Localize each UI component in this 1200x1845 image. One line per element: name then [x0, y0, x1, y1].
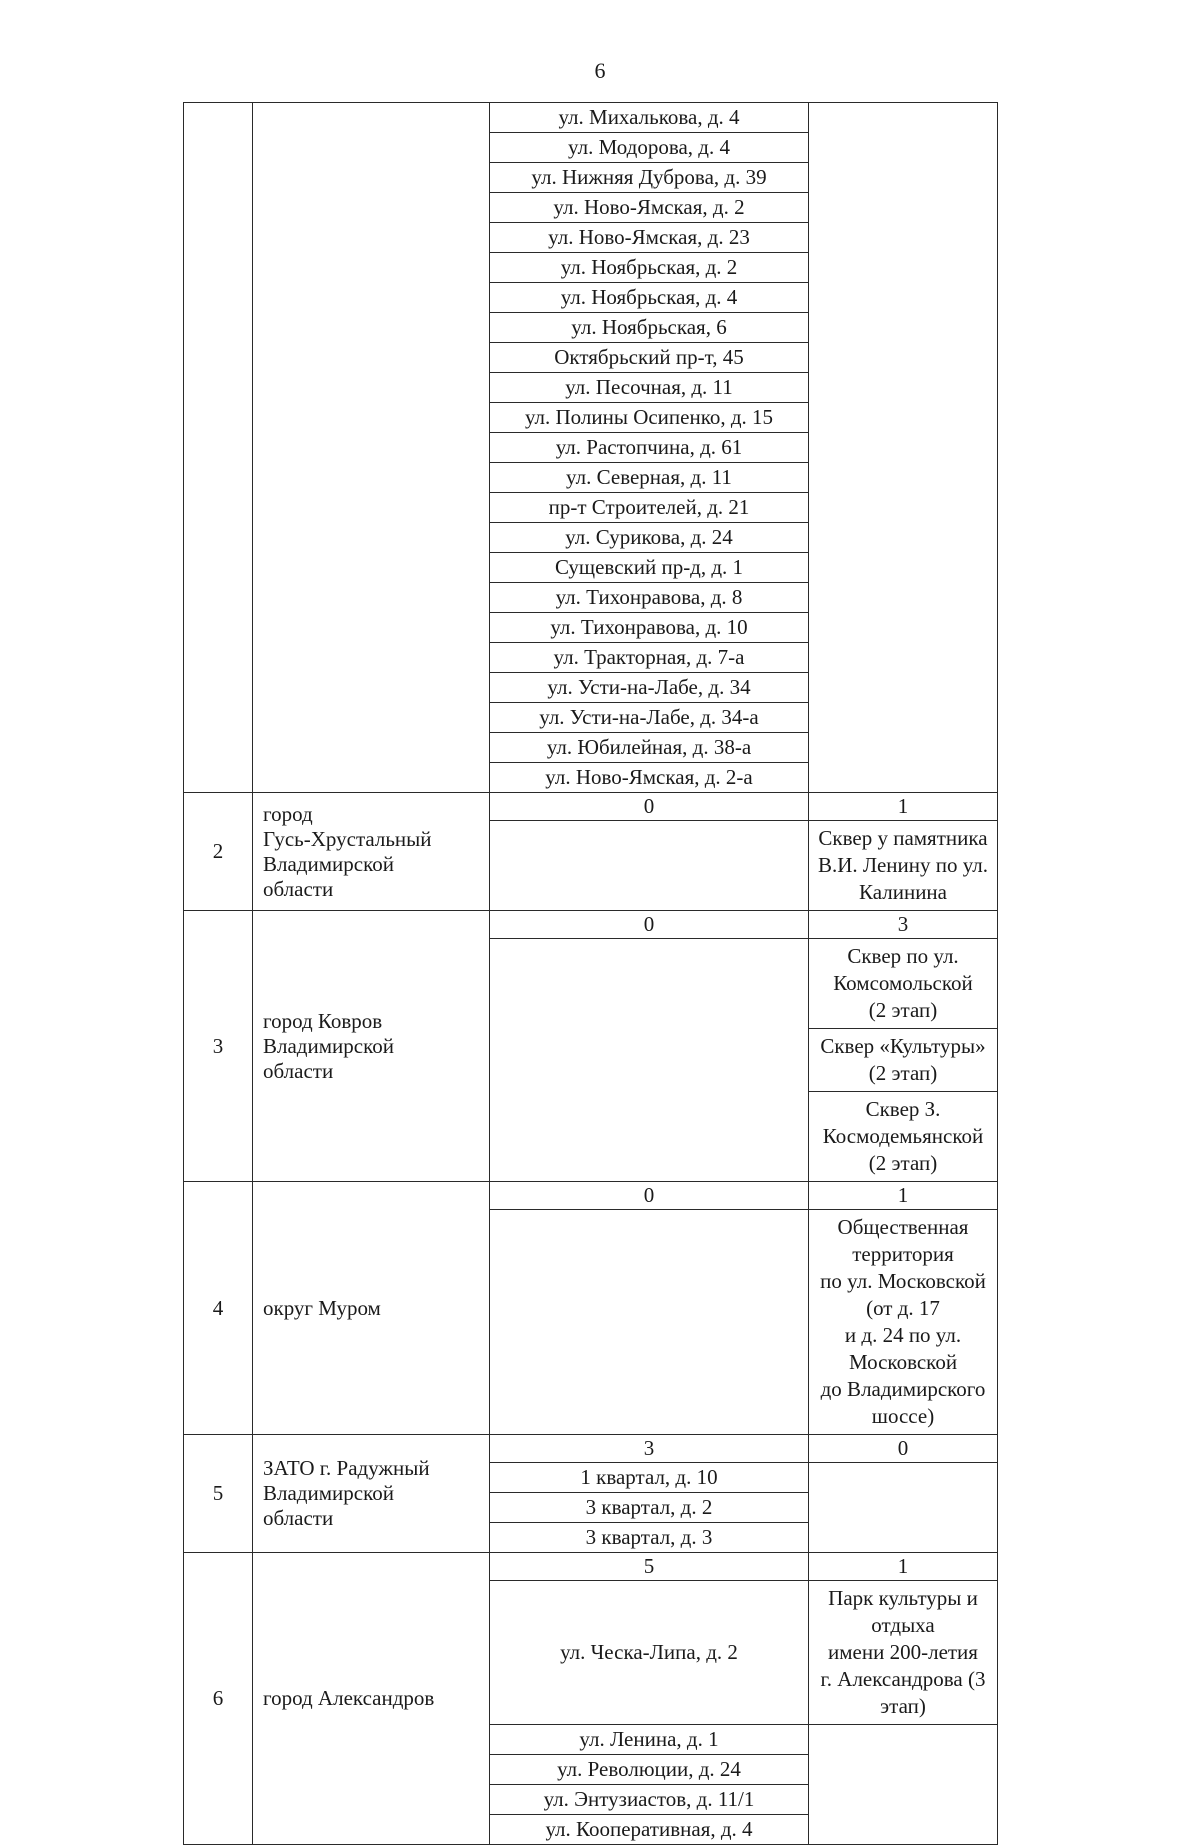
- table-row: [184, 1435, 998, 1463]
- yard-address: ул. Полины Осипенко, д. 15: [490, 403, 809, 433]
- yard-address: ул. Ново-Ямская, д. 2: [490, 193, 809, 223]
- public-territory-line: (2 этап): [868, 1151, 938, 1175]
- yard-address: ул. Ново-Ямская, д. 2-а: [490, 763, 809, 793]
- yard-address: 3 квартал, д. 2: [490, 1493, 809, 1523]
- yard-address: Сущевский пр-д, д. 1: [490, 553, 809, 583]
- municipality-name-line: области: [263, 876, 334, 901]
- municipality-name-line: город Ковров: [263, 1008, 383, 1033]
- row-number: 3: [184, 911, 253, 1182]
- yard-address: Октябрьский пр-т, 45: [490, 343, 809, 373]
- public-count: 0: [809, 1435, 998, 1463]
- municipality-name: [253, 1182, 490, 1435]
- public-territory-line: Парк культуры и отдыха: [828, 1586, 978, 1637]
- public-territory: [809, 1581, 998, 1725]
- yard-address: ул. Модорова, д. 4: [490, 133, 809, 163]
- yard-address: ул. Ческа-Липа, д. 2: [490, 1581, 809, 1725]
- yard-address: ул. Растопчина, д. 61: [490, 433, 809, 463]
- yards-count: 5: [490, 1553, 809, 1581]
- yard-address: ул. Ноябрьская, д. 4: [490, 283, 809, 313]
- yard-address: ул. Усти-на-Лабе, д. 34: [490, 673, 809, 703]
- row-number: 6: [184, 1553, 253, 1845]
- page-number: 6: [594, 58, 606, 83]
- public-territory-line: по ул. Московской (от д. 17: [820, 1269, 986, 1320]
- municipality-cell-empty: [253, 103, 490, 793]
- public-territory: [809, 1210, 998, 1435]
- public-count: 1: [809, 793, 998, 821]
- public-territory: [809, 939, 998, 1029]
- yard-address: ул. Ноябрьская, д. 2: [490, 253, 809, 283]
- municipality-name-line: ЗАТО г. Радужный: [263, 1456, 430, 1480]
- table-row: [184, 911, 998, 939]
- yard-address: ул. Тихонравова, д. 8: [490, 583, 809, 613]
- public-count: 1: [809, 1182, 998, 1210]
- yards-cell-empty: [490, 821, 809, 911]
- yards-count: 3: [490, 1435, 809, 1463]
- municipality-name-line: области: [263, 1058, 334, 1083]
- municipality-name: [253, 793, 490, 911]
- yard-address: ул. Ноябрьская, 6: [490, 313, 809, 343]
- yard-address: ул. Ново-Ямская, д. 23: [490, 223, 809, 253]
- yards-count: 0: [490, 911, 809, 939]
- row-number: 4: [184, 1182, 253, 1435]
- yards-cell-empty: [490, 1210, 809, 1435]
- territories-table: [183, 102, 998, 1845]
- yard-address: ул. Тракторная, д. 7-а: [490, 643, 809, 673]
- yard-address: ул. Северная, д. 11: [490, 463, 809, 493]
- public-territory-line: Сквер «Культуры» (2 этап): [820, 1034, 986, 1085]
- public-count: 3: [809, 911, 998, 939]
- row-number: 5: [184, 1435, 253, 1553]
- public-cell-empty: [809, 1463, 998, 1553]
- public-territory-line: Сквер у памятника: [818, 826, 988, 850]
- municipality-name: [253, 1553, 490, 1845]
- yard-address: 3 квартал, д. 3: [490, 1523, 809, 1553]
- municipality-name-line: Владимирской: [263, 1033, 394, 1058]
- table-row: [184, 1182, 998, 1210]
- yard-address: ул. Песочная, д. 11: [490, 373, 809, 403]
- table-row: [184, 1553, 998, 1581]
- municipality-name-line: город: [263, 801, 313, 826]
- municipality-name-line: Владимирской: [263, 851, 394, 876]
- public-count: 1: [809, 1553, 998, 1581]
- yard-address: ул. Михалькова, д. 4: [490, 103, 809, 133]
- public-territory-line: имени 200-летия: [828, 1640, 978, 1664]
- public-territory-line: В.И. Ленину по ул. Калинина: [817, 853, 989, 904]
- public-territory-line: до Владимирского шоссе): [820, 1377, 986, 1428]
- public-territory-line: Общественная территория: [837, 1215, 969, 1266]
- public-territory-line: (2 этап): [868, 998, 938, 1022]
- yard-address: 1 квартал, д. 10: [490, 1463, 809, 1493]
- public-territory: [809, 1029, 998, 1092]
- yard-address: ул. Юбилейная, д. 38-а: [490, 733, 809, 763]
- yards-cell-empty: [490, 939, 809, 1182]
- municipality-name-line: город Александров: [263, 1686, 435, 1710]
- public-cell-empty: [809, 1725, 998, 1845]
- municipality-name: [253, 1435, 490, 1553]
- public-territory-line: г. Александрова (3 этап): [820, 1667, 986, 1718]
- yards-count: 0: [490, 1182, 809, 1210]
- public-territory: [809, 1092, 998, 1182]
- municipality-name-line: области: [263, 1506, 334, 1530]
- public-territory-line: и д. 24 по ул. Московской: [844, 1323, 962, 1374]
- municipality-name: [253, 911, 490, 1182]
- yard-address: ул. Энтузиастов, д. 11/1: [490, 1785, 809, 1815]
- public-cell-empty: [809, 103, 998, 793]
- yard-address: ул. Тихонравова, д. 10: [490, 613, 809, 643]
- yard-address: ул. Кооперативная, д. 4: [490, 1815, 809, 1845]
- table-row: [184, 793, 998, 821]
- yards-count: 0: [490, 793, 809, 821]
- row-number-cell-empty: [184, 103, 253, 793]
- yard-address: ул. Революции, д. 24: [490, 1755, 809, 1785]
- row-number: 2: [184, 793, 253, 911]
- yard-address: ул. Нижняя Дуброва, д. 39: [490, 163, 809, 193]
- public-territory-line: Сквер по ул. Комсомольской: [833, 944, 973, 995]
- yard-address: ул. Усти-на-Лабе, д. 34-а: [490, 703, 809, 733]
- public-territory-line: Сквер З. Космодемьянской: [822, 1097, 984, 1148]
- table-row: [184, 103, 998, 133]
- municipality-name-line: Владимирской: [263, 1481, 394, 1505]
- yard-address: пр-т Строителей, д. 21: [490, 493, 809, 523]
- yard-address: ул. Ленина, д. 1: [490, 1725, 809, 1755]
- municipality-name-line: округ Муром: [263, 1295, 381, 1320]
- yard-address: ул. Сурикова, д. 24: [490, 523, 809, 553]
- municipality-name-line: Гусь-Хрустальный: [263, 826, 432, 851]
- public-territory: [809, 821, 998, 911]
